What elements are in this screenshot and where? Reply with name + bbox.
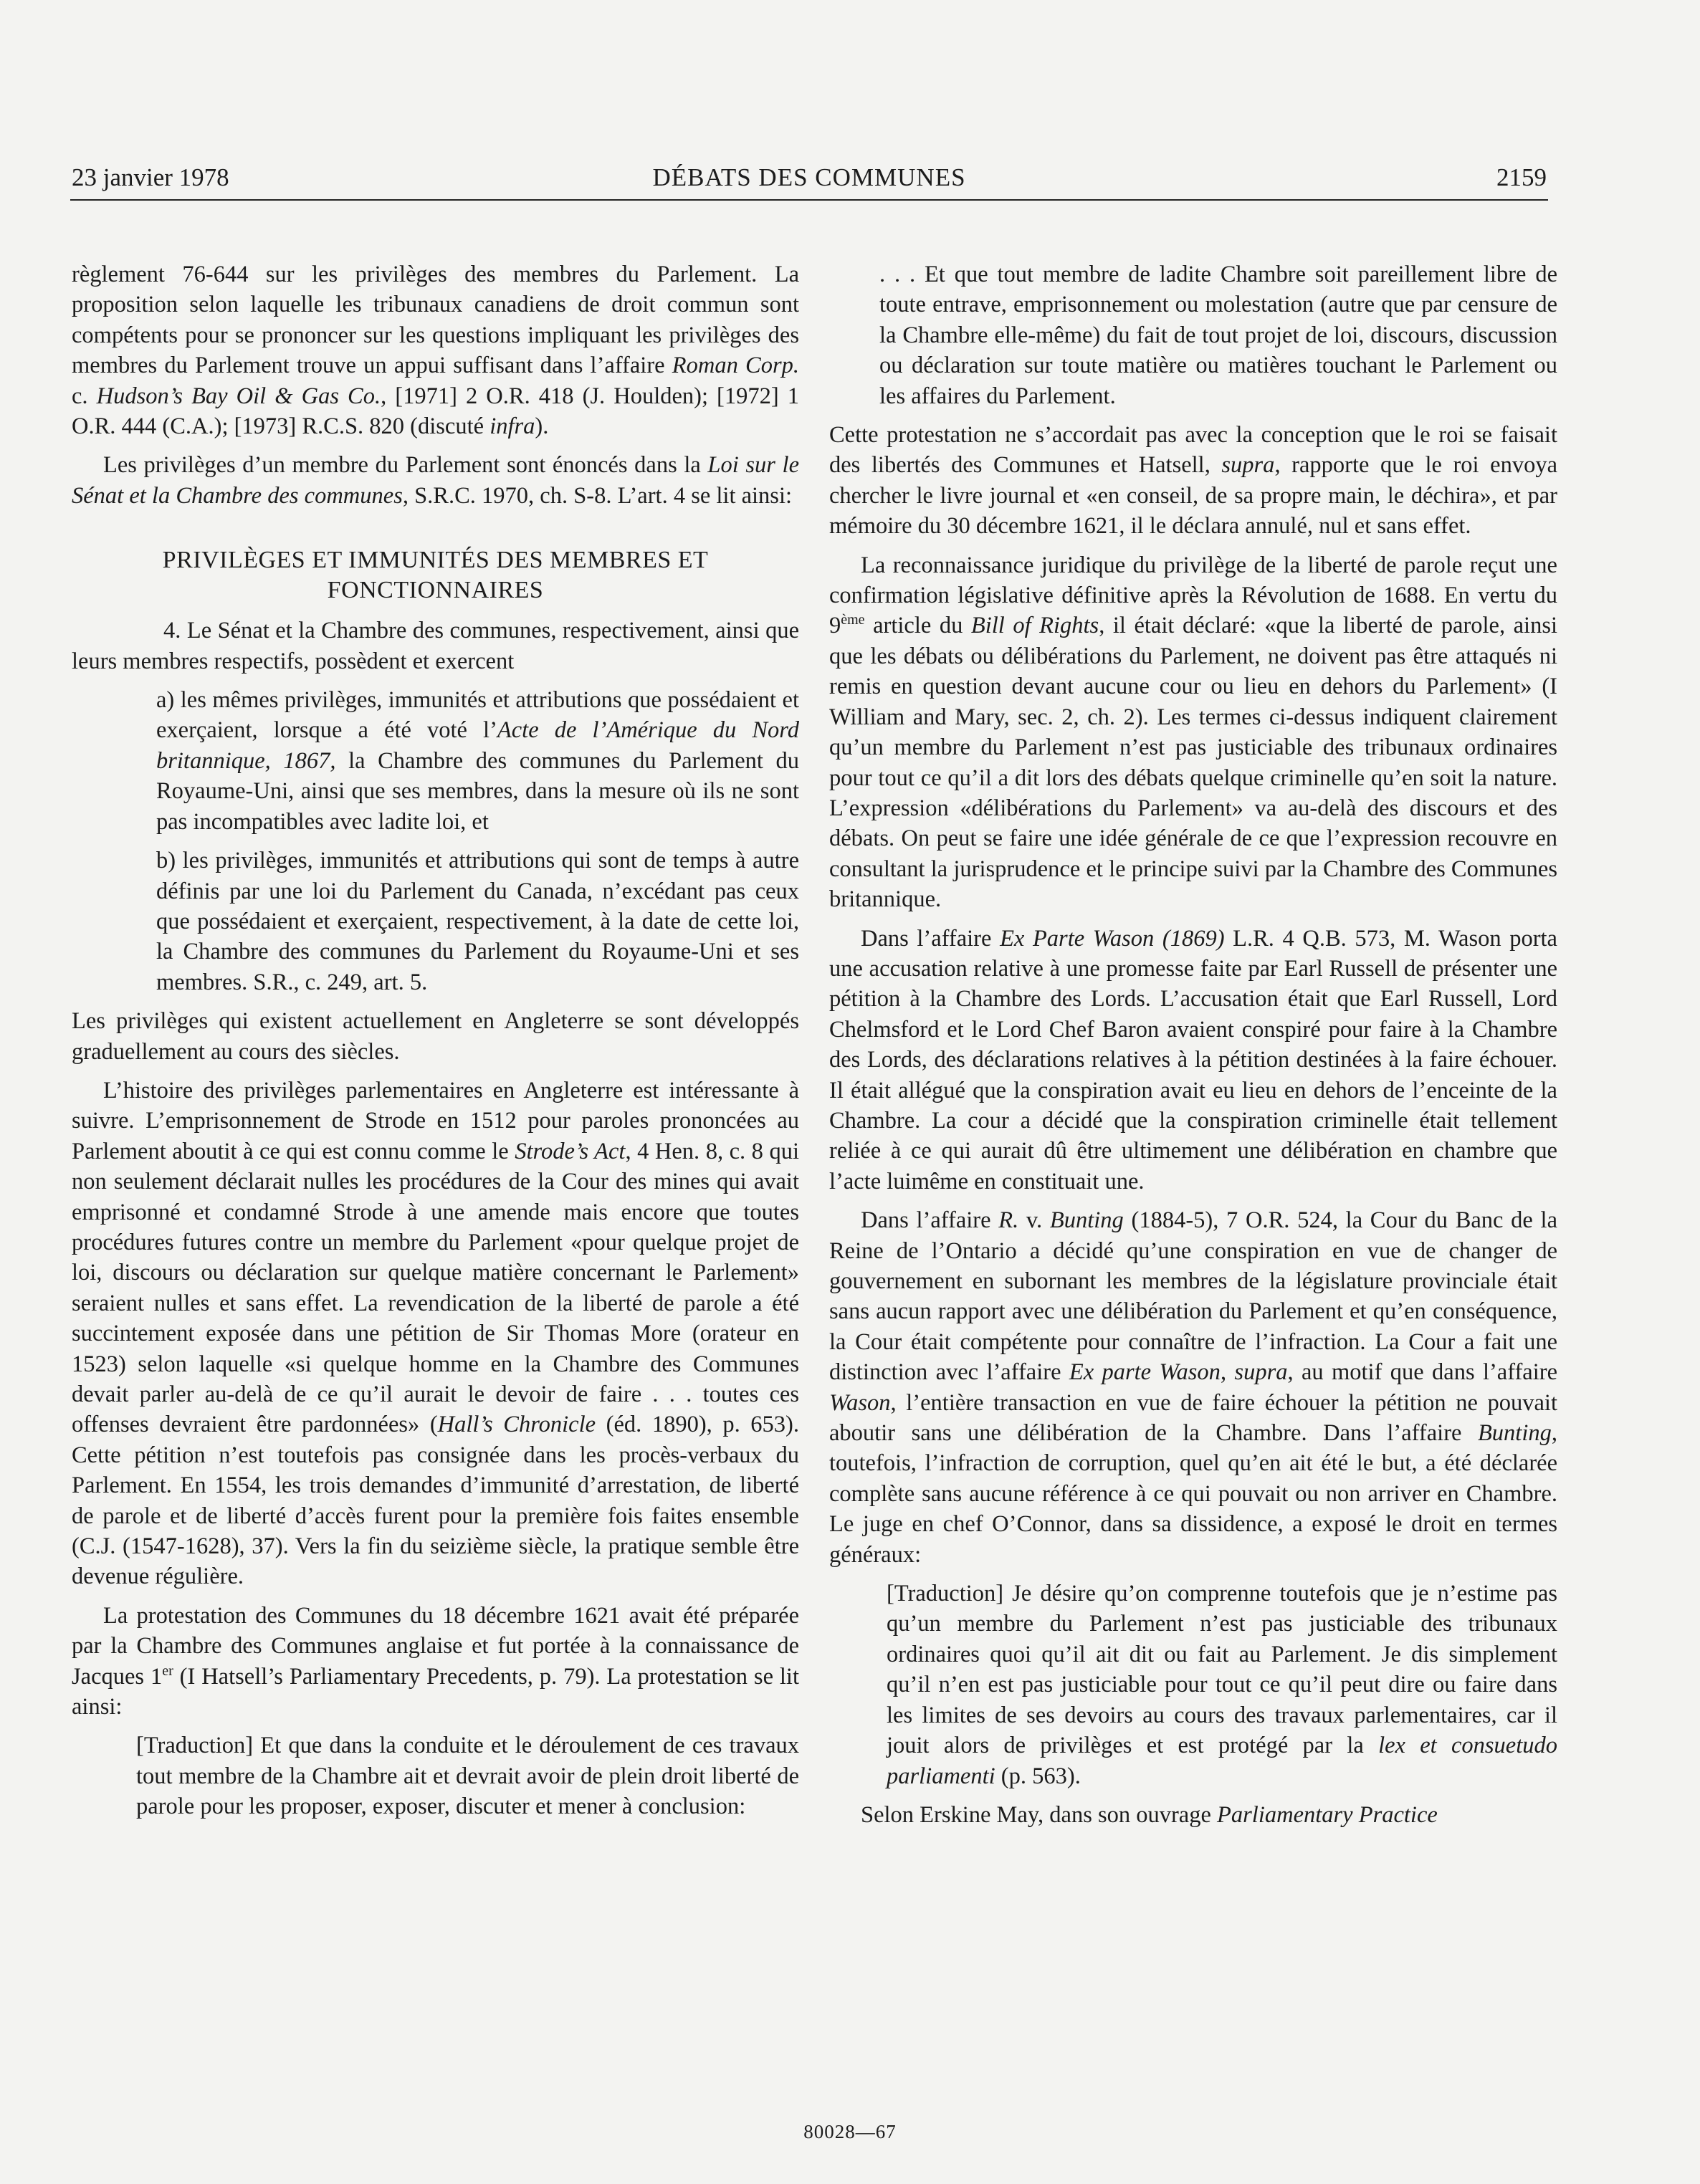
paragraph: Les privilèges d’un membre du Parlement sont énoncés dans la Loi sur le Sénat et la Chambre des communes, S.R.C. 1970, ch. S-8. L’art. 4 se lit ainsi:	[72, 452, 800, 509]
article-item-b: b) les privilèges, immunités et attributions qui sont de temps à autre définis par une loi du Parlement du Canada, n’excédant pas ceux que possédaient et exerçaient, respectivement, à la date de cette loi, la Chambre des communes du Parlement du Royaume-Uni et ses membres. S.R., c. 249, art. 5.	[156, 848, 799, 995]
paragraph: La reconnaissance juridique du privilège de la liberté de parole reçut une confirmation législative définitive après la Révolution de 1688. En vertu du 9ème article du Bill of Rights, il était déclaré: «que la liberté de parole, ainsi que les débats ou délibérations du Parlement, ne doivent pas être attaqués ni remis en question devant aucune cour ou lieu en dehors du Parlement» (I William and Mary, sec. 2, ch. 2). Les termes ci-dessus indiquent clairement qu’un membre du Parlement n’est pas justiciable des tribunaux ordinaires pour tout ce qu’il a dit lors des débats quelque criminelle qu’en soit la nature. L’expression «délibérations du Parlement» va au-delà des discours et des débats. On peut se faire une idée générale de ce que l’expression recouvre en consultant la jurisprudence et le principe suivi par la Chambre des Communes britannique.	[829, 552, 1558, 913]
header-title: DÉBATS DES COMMUNES	[652, 163, 966, 191]
quotation: [Traduction] Et que dans la conduite et le déroulement de ces travaux tout membre de la Chambre ait et devrait avoir de plein droit liberté de parole pour les proposer, exposer, discuter et mener à conclusion:	[136, 1733, 799, 1820]
page-footer: 80028—67	[803, 2121, 897, 2142]
paragraph: L’histoire des privilèges parlementaires en Angleterre est intéressante à suivre. L’emprisonnement de Strode en 1512 pour paroles prononcées au Parlement aboutit à ce qui est connu comme le Strode’s Act, 4 Hen. 8, c. 8 qui non seulement déclarait nulles les procédures de la Cour des mines qui avait emprisonné et condamné Strode à une amende mais encore que toutes procédures futures contre un membre du Parlement «pour quelque projet de loi, discours ou déclaration sur quelque matière concernant le Parlement» seraient nulles et sans effet. La revendication de la liberté de parole a été succintement exposée dans une pétition de Sir Thomas More (orateur en 1523) selon laquelle «si quelque homme en la Chambre des Communes devait parler au-delà de ce qu’il aurait le devoir de faire . . . toutes ces offenses devraient être pardonnées» (Hall’s Chronicle (éd. 1890), p. 653). Cette pétition n’est toutefois pas consignée dans les procès-verbaux du Parlement. En 1554, les trois demandes d’immunité d’arrestation, de liberté de parole et de liberté d’accès furent pour la première fois faites ensemble (C.J. (1547-1628), 37). Vers la fin du seizième siècle, la pratique semble être devenue régulière.	[72, 1077, 799, 1590]
left-column	[72, 259, 799, 1831]
paragraph: Cette protestation ne s’accordait pas avec la conception que le roi se faisait des libertés des Communes et Hatsell, supra, rapporte que le roi envoya chercher le livre journal et «en conseil, de sa propre main, le déchira», et par mémoire du 30 décembre 1621, il le déclara annulé, nul et sans effet.	[829, 422, 1557, 540]
paragraph: La protestation des Communes du 18 décembre 1621 avait été préparée par la Chambre des Communes anglaise et fut portée à la connaissance de Jacques 1er (I Hatsell’s Parliamentary Precedents, p. 79). La protestation se lit ainsi:	[72, 1602, 799, 1720]
header-date: 23 janvier 1978	[72, 163, 229, 191]
article-item-a: a) les mêmes privilèges, immunités et attributions que possédaient et exerçaient, lorsque a été voté l’Acte de l’Amérique du Nord britannique, 1867, la Chambre des communes du Parlement du Royaume-Uni, ainsi que ses membres, dans la mesure où ils ne sont pas incompatibles avec ladite loi, et	[156, 687, 799, 835]
paragraph: règlement 76-644 sur les privilèges des membres du Parlement. La proposition selon laquelle les tribunaux canadiens de droit commun sont compétents pour se prononcer sur les questions impliquant les privilèges des membres du Parlement trouve un appui suffisant dans l’affaire Roman Corp. c. Hudson’s Bay Oil & Gas Co., [1971] 2 O.R. 418 (J. Houlden); [1972] 1 O.R. 444 (C.A.); [1973] R.C.S. 820 (discuté infra).	[72, 262, 800, 440]
section-heading: PRIVILÈGES ET IMMUNITÉS DES MEMBRES ET FONCTIONNAIRES	[162, 547, 709, 604]
page-header	[70, 159, 1548, 201]
right-column	[829, 259, 1557, 1839]
quotation: [Traduction] Je désire qu’on comprenne toutefois que je n’estime pas qu’un membre du Parlement n’est pas justiciable des tribunaux ordinaires quoi qu’il ait dit ou fait au Parlement. Je dis simplement qu’il n’en est pas justiciable pour tout ce qu’il peut dire ou faire dans les limites de ses devoirs au cours des travaux parlementaires, car il jouit alors de privilèges et est protégé par la lex et consuetudo parliamenti (p. 563).	[887, 1581, 1557, 1789]
header-page-number: 2159	[1496, 163, 1547, 191]
quotation: . . . Et que tout membre de ladite Chambre soit pareillement libre de toute entrave, emprisonnement ou molestation (autre que par censure de la Chambre elle-même) du fait de tout projet de loi, discours, discussion ou déclaration sur toute matière ou matières touchant le Parlement ou les affaires du Parlement.	[879, 262, 1557, 409]
article-4: 4. Le Sénat et la Chambre des communes, respectivement, ainsi que leurs membres respectifs, possèdent et exercent	[72, 618, 799, 674]
paragraph: Selon Erskine May, dans son ouvrage Parliamentary Practice	[861, 1801, 1438, 1828]
paragraph: Les privilèges qui existent actuellement en Angleterre se sont développés graduellement au cours des siècles.	[72, 1008, 799, 1065]
paragraph: Dans l’affaire Ex Parte Wason (1869) L.R. 4 Q.B. 573, M. Wason porta une accusation relative à une promesse faite par Earl Russell de présenter une pétition à la Chambre des Lords. L’accusation était que Earl Russell, Lord Chelmsford et le Lord Chef Baron avaient conspiré pour faire à la Chambre des Lords, des déclarations relatives à la pétition destinées à la faire échouer. Il était allégué que la conspiration avait eu lieu en dehors de l’enceinte de la Chambre. La cour a décidé que la conspiration criminelle était tellement reliée à ce qui aurait dû être ultimement une délibération en chambre que l’acte luimême en constituait une.	[829, 925, 1557, 1194]
paragraph: Dans l’affaire R. v. Bunting (1884-5), 7 O.R. 524, la Cour du Banc de la Reine de l’Ontario a décidé qu’une conspiration en vue de changer de gouvernement en subornant les membres de la législature provinciale était sans aucun rapport avec une délibération du Parlement et qu’en conséquence, la Cour était compétente pour connaître de l’infraction. La Cour a fait une distinction avec l’affaire Ex parte Wason, supra, au motif que dans l’affaire Wason, l’entière transaction en vue de faire échouer la pétition ne pouvait aboutir sans une délibération de la Chambre. Dans l’affaire Bunting, toutefois, l’infraction de corruption, quel qu’en ait été le but, a été déclarée complète sans aucune référence à ce qui pouvait ou non arriver en Chambre. Le juge en chef O’Connor, dans sa dissidence, a exposé le droit en termes généraux:	[829, 1207, 1558, 1568]
